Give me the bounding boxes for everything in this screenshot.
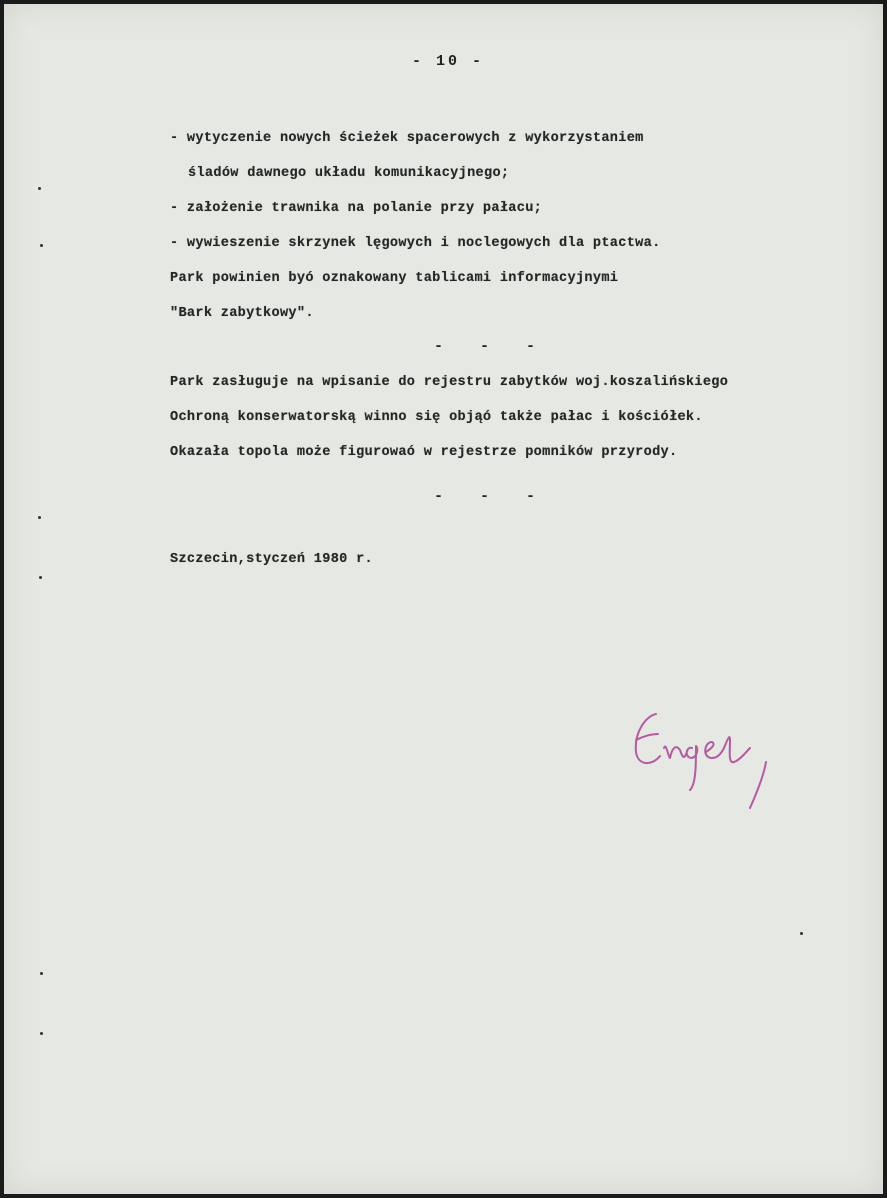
page-number: - 10 - [412,53,485,70]
conclusion-line-3: Okazała topola może figurowaó w rejestrze pomników przyrody. [170,445,678,460]
body-line-1: - wytyczenie nowych ścieżek spacerowych z wykorzystaniem [170,131,644,146]
section-separator-1: - - - [434,338,550,355]
margin-mark [40,1032,43,1035]
body-line-4: - wywieszenie skrzynek lęgowych i noclegowych dla ptactwa. [170,236,661,251]
margin-mark [38,187,41,190]
document-page [4,4,883,1194]
body-line-2: śladów dawnego układu komunikacyjnego; [188,166,510,181]
margin-mark [38,516,41,519]
conclusion-line-2: Ochroną konserwatorską winno się objąó także pałac i kościółek. [170,410,703,425]
margin-mark [40,972,43,975]
margin-mark [40,244,43,247]
margin-mark [39,576,42,579]
body-line-6: "Bark zabytkowy". [170,306,314,321]
place-and-date: Szczecin,styczeń 1980 r. [170,552,373,567]
body-line-3: - założenie trawnika na polanie przy pałacu; [170,201,543,216]
margin-mark [800,932,803,935]
body-line-5: Park powinien byó oznakowany tablicami informacyjnymi [170,271,619,286]
conclusion-line-1: Park zasługuje na wpisanie do rejestru zabytków woj.koszalińskiego [170,375,729,390]
handwritten-signature [626,704,786,814]
section-separator-2: - - - [434,488,550,505]
